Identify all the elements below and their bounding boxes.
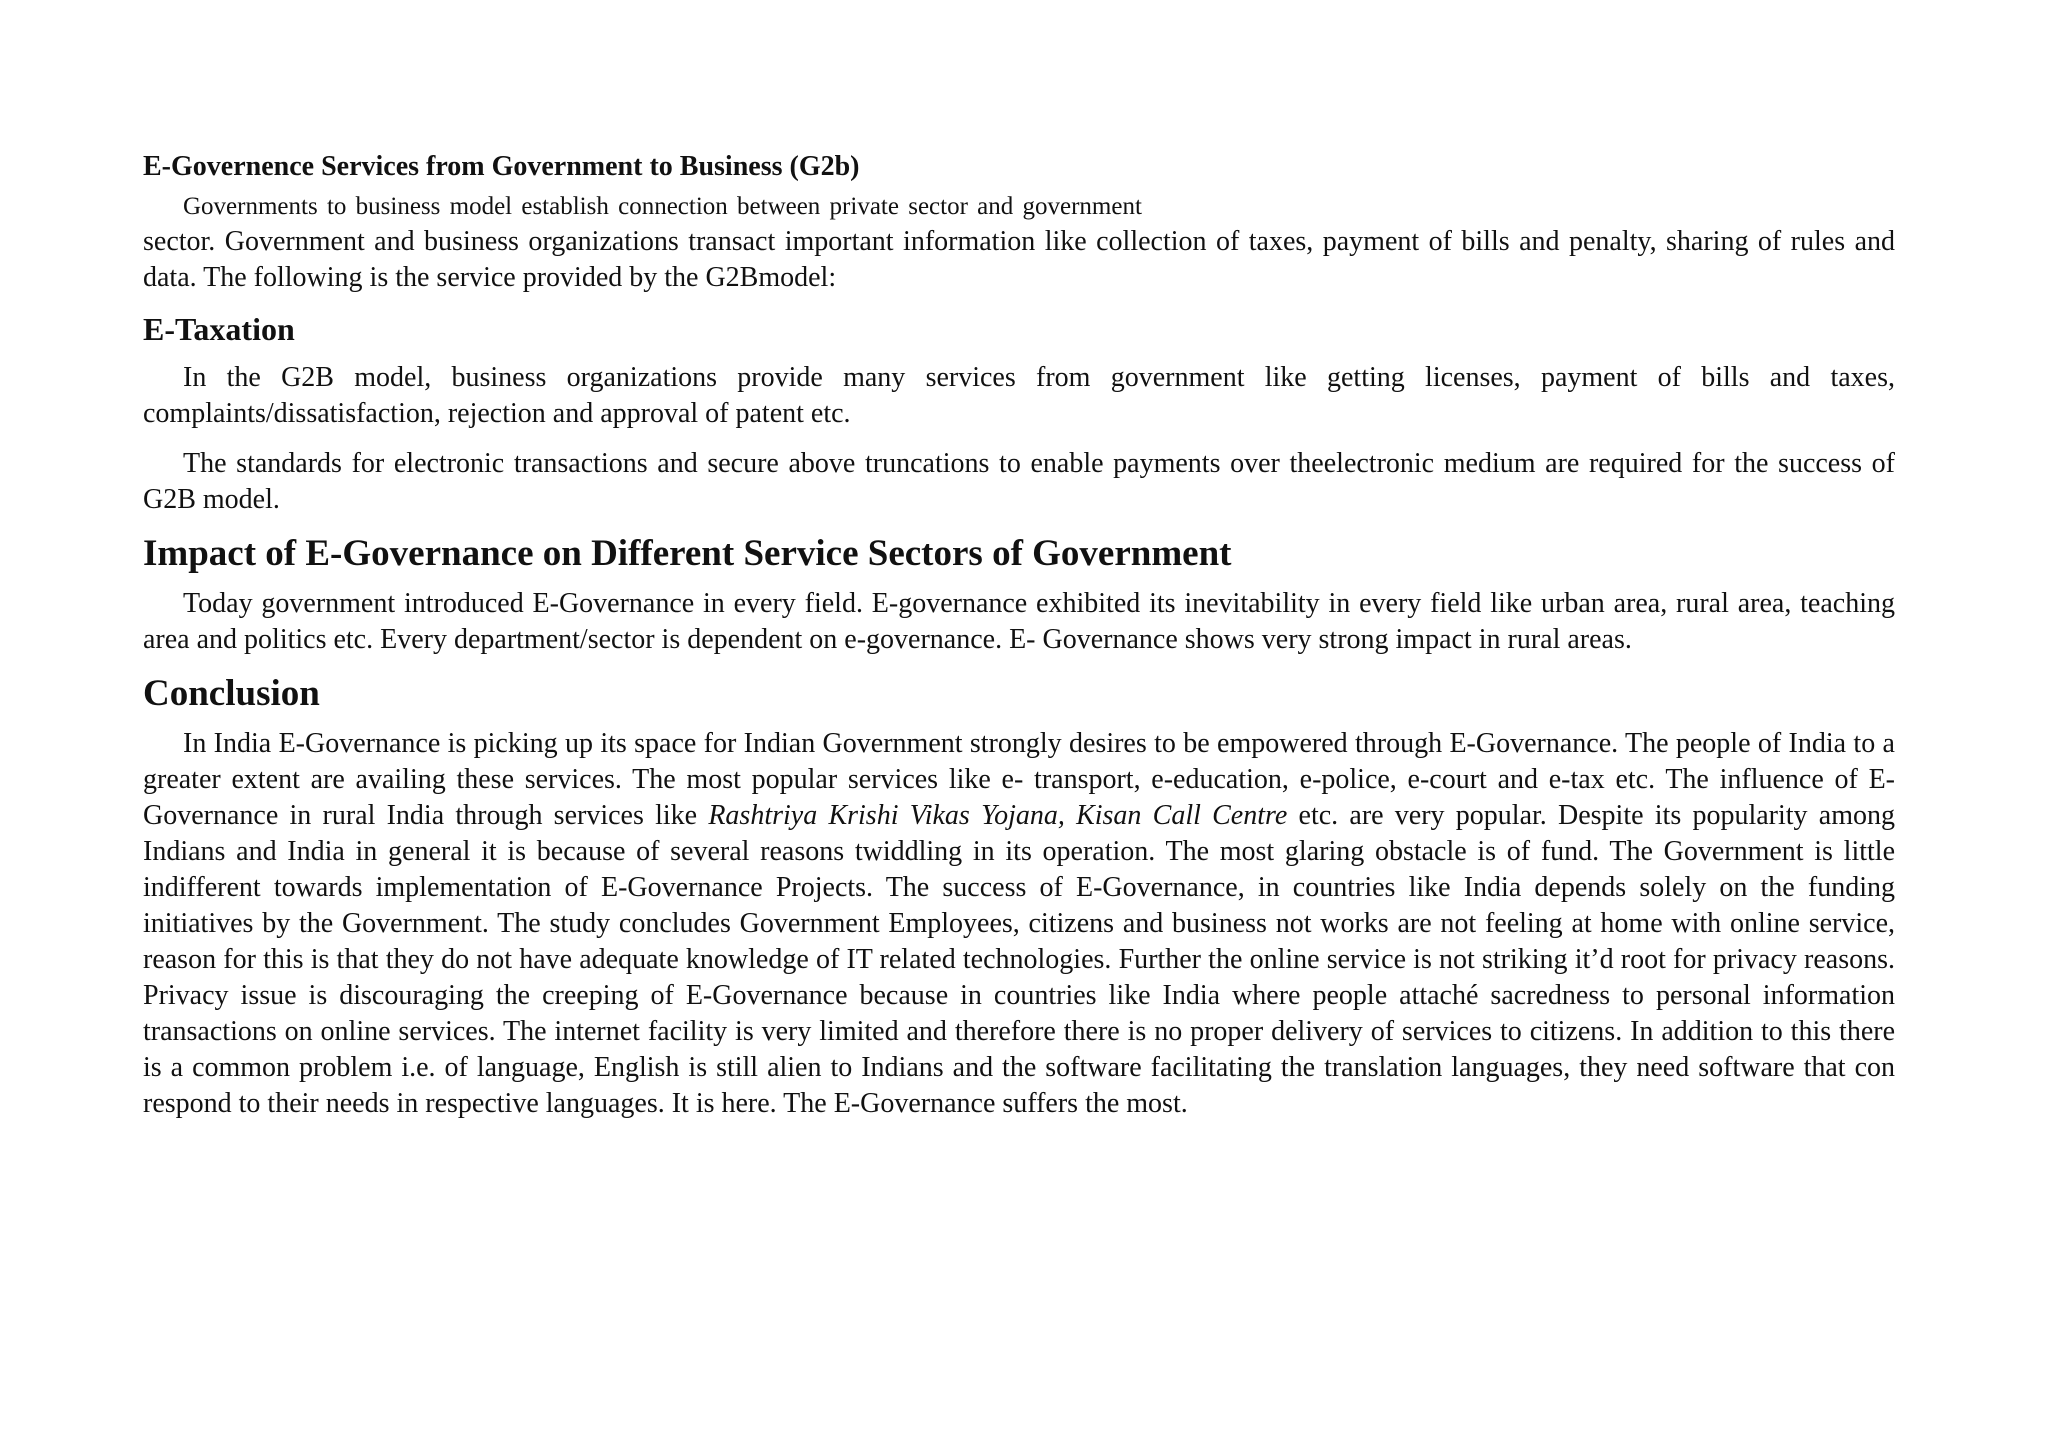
etaxation-paragraph-1: In the G2B model, business organizations provide many services from government like getting licenses, payment of bills and taxes, complaints/dissatisfaction, rejection and approval of patent etc. xyxy=(143,362,1895,429)
conclusion-text-part-1: In India E-Governance is picking up its space for Indian Government strongly desires to be empowered through E-Governance. The people of India to a greater extent are availing these services. The most popular services like e- transport, e-education, e-police, e-court and e-tax etc. The influence of E-Governance in rural India through services like xyxy=(143,728,1895,831)
impact-heading: Impact of E-Governance on Different Service Sectors of Government xyxy=(143,533,1232,574)
etaxation-heading: E-Taxation xyxy=(143,311,295,347)
conclusion-italic-schemes: Rashtriya Krishi Vikas Yojana, Kisan Call Centre xyxy=(708,800,1288,831)
conclusion-heading: Conclusion xyxy=(143,673,320,714)
document-page xyxy=(143,150,1895,1136)
g2b-heading: E-Governence Services from Government to Business (G2b) xyxy=(143,151,860,182)
etaxation-paragraph-2: The standards for electronic transactions and secure above truncations to enable payments over theelectronic medium are required for the success of G2B model. xyxy=(143,448,1895,515)
impact-paragraph: Today government introduced E-Governance in every field. E-governance exhibited its inevitability in every field like urban area, rural area, teaching area and politics etc. Every department/sector is dependent on e-governance. E- Governance shows very strong impact in rural areas. xyxy=(143,588,1895,655)
conclusion-text-part-2: etc. are very popular. Despite its popularity among Indians and India in general it is because of several reasons twiddling in its operation. The most glaring obstacle is of fund. The Government is little indifferent towards implementation of E-Governance Projects. The success of E-Governance, in countries like India depends solely on the funding initiatives by the Government. The study concludes Government Employees, citizens and business not works are not feeling at home with online service, reason for this is that they do not have adequate knowledge of IT related technologies. Further the online service is not striking it’d root for privacy reasons. Privacy issue is discouraging the creeping of E-Governance because in countries like India where people attaché sacredness to personal information transactions on online services. The internet facility is very limited and therefore there is no proper delivery of services to citizens. In addition to this there is a common problem i.e. of language, English is still alien to Indians and the software facilitating the translation languages, they need software that con respond to their needs in respective languages. It is here. The E-Governance suffers the most. xyxy=(143,800,1895,1119)
g2b-intro-line: Governments to business model establish connection between private sector and government xyxy=(183,193,1142,220)
conclusion-paragraph xyxy=(143,726,1895,1122)
g2b-intro-paragraph: sector. Government and business organizations transact important information like collection of taxes, payment of bills and penalty, sharing of rules and data. The following is the service provided by the G2Bmodel: xyxy=(143,226,1895,293)
